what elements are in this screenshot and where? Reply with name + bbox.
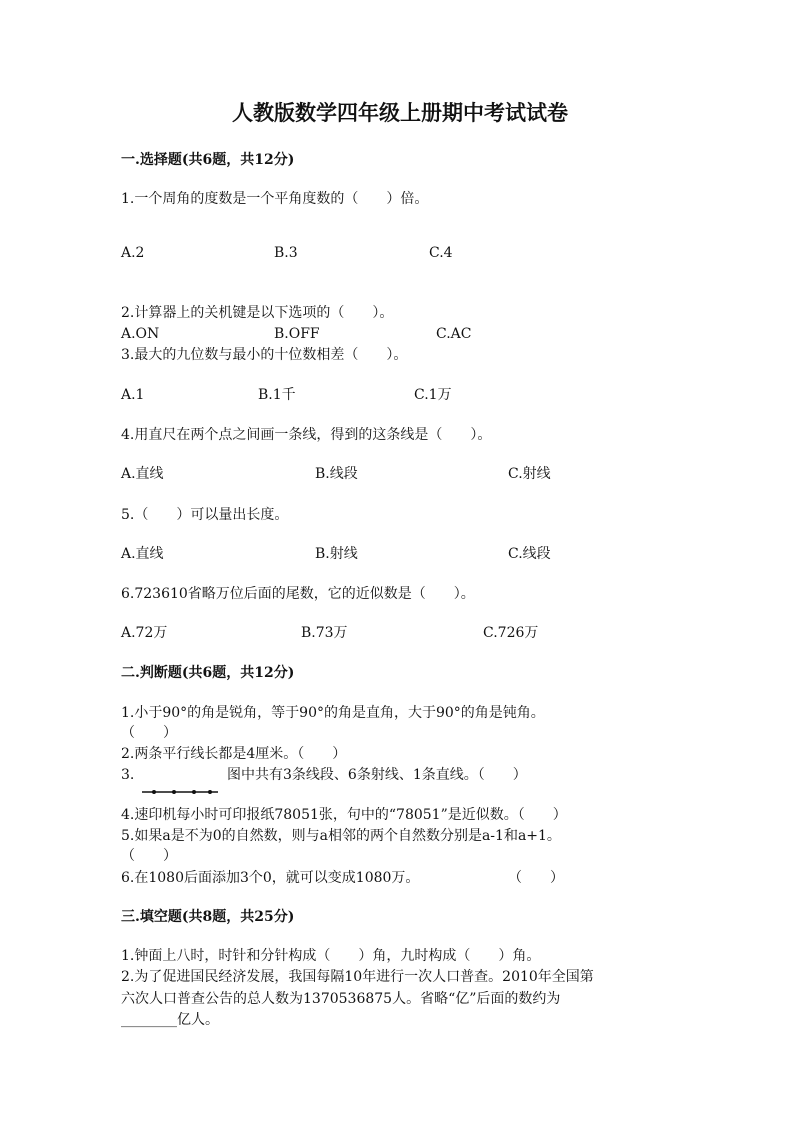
option-b: B.1千 xyxy=(258,387,296,403)
question-text: 图中共有3条线段、6条射线、1条直线。（ ） xyxy=(227,767,527,783)
answer-blank: （ ） xyxy=(121,725,177,741)
option-c: C.726万 xyxy=(483,625,539,641)
option-b: B.73万 xyxy=(301,625,348,641)
figure-point xyxy=(152,790,156,794)
option-a: A.直线 xyxy=(121,546,164,562)
question-text-line: ________亿人。 xyxy=(121,1012,219,1028)
section-heading-true-false: 二.判断题(共6题，共12分) xyxy=(121,665,295,681)
question-number: 3. xyxy=(121,767,135,783)
question-text: 3.最大的九位数与最小的十位数相差（ ）。 xyxy=(121,347,408,363)
option-a: A.1 xyxy=(121,387,145,403)
question-text: 6.723610省略万位后面的尾数，它的近似数是（ ）。 xyxy=(121,586,475,602)
option-a: A.直线 xyxy=(121,466,164,482)
option-c: C.1万 xyxy=(414,387,452,403)
figure-point xyxy=(192,790,196,794)
question-text: 5.（ ）可以量出长度。 xyxy=(121,507,289,523)
question-text: 2.两条平行线长都是4厘米。（ ） xyxy=(121,746,347,762)
question-text: 6.在1080后面添加3个0，就可以变成1080万。 xyxy=(121,870,420,886)
question-text: 5.如果a是不为0的自然数，则与a相邻的两个自然数分别是a-1和a+1。 xyxy=(121,828,561,844)
figure-point xyxy=(172,790,176,794)
section-heading-choice: 一.选择题(共6题，共12分) xyxy=(121,152,295,168)
option-a: A.2 xyxy=(121,245,145,261)
question-text-line: 六次人口普查公告的总人数为1370536875人。省略“亿”后面的数约为 xyxy=(121,991,561,1007)
question-text: 1.一个周角的度数是一个平角度数的（ ）倍。 xyxy=(121,191,429,207)
option-c: C.AC xyxy=(436,326,472,342)
page-title: 人教版数学四年级上册期中考试试卷 xyxy=(232,100,568,125)
option-b: B.3 xyxy=(274,245,298,261)
option-a: A.ON xyxy=(121,326,160,342)
answer-blank: （ ） xyxy=(121,848,177,864)
option-b: B.线段 xyxy=(315,466,358,482)
answer-blank: （ ） xyxy=(508,870,564,886)
question-text: 1.小于90°的角是锐角，等于90°的角是直角，大于90°的角是钝角。 xyxy=(121,705,545,721)
option-a: A.72万 xyxy=(121,625,168,641)
question-text: 1.钟面上八时，时针和分针构成（ ）角，九时构成（ ）角。 xyxy=(121,948,541,964)
question-text-line: 2.为了促进国民经济发展，我国每隔10年进行一次人口普查。2010年全国第 xyxy=(121,969,594,985)
question-text: 4.用直尺在两个点之间画一条线，得到的这条线是（ ）。 xyxy=(121,427,492,443)
option-b: B.射线 xyxy=(315,546,358,562)
figure-point xyxy=(208,790,212,794)
question-text: 2.计算器上的关机键是以下选项的（ ）。 xyxy=(121,305,394,321)
section-heading-fill-blank: 三.填空题(共8题，共25分) xyxy=(121,909,295,925)
option-c: C.4 xyxy=(429,245,453,261)
line-figure xyxy=(140,784,220,800)
option-c: C.线段 xyxy=(508,546,551,562)
option-b: B.OFF xyxy=(274,326,320,342)
option-c: C.射线 xyxy=(508,466,551,482)
question-text: 4.速印机每小时可印报纸78051张，句中的“78051”是近似数。（ ） xyxy=(121,807,567,823)
